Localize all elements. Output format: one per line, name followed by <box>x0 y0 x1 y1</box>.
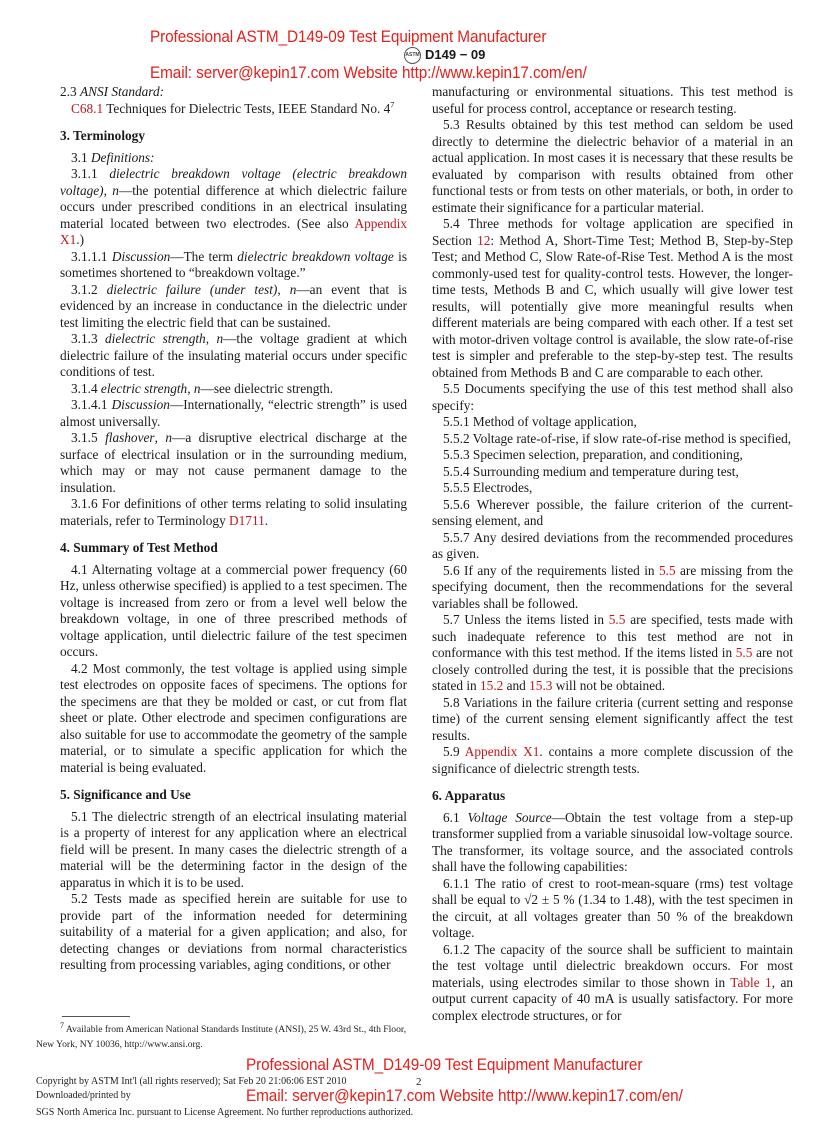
text-run: are missing from the specifying document, then the recommendations for the several variables shall be followed. <box>432 562 793 611</box>
paragraph <box>60 282 407 332</box>
text-run: —Internationally, “electric strength” is used almost universally. <box>60 397 407 429</box>
italic-term: ANSI Standard: <box>79 84 165 99</box>
text-run: 5.8 Variations in the failure criteria (current setting and response time) of the current sensing element significantly affect the test results. <box>432 694 793 743</box>
footnote-mark: 7 <box>60 1020 64 1030</box>
license-line: SGS North America Inc. pursuant to License Agreement. No further reproductions authorized. <box>36 1107 414 1118</box>
page-header <box>404 46 485 64</box>
italic-term: n <box>112 182 119 198</box>
text-run: 5.5.7 Any desired deviations from the recommended procedures as given. <box>432 529 793 561</box>
paragraph <box>432 431 793 448</box>
text-run: , <box>103 182 113 198</box>
text-run: 5.2 Tests made as specified herein are suitable for use to provide part of the information needed for determining suitability of a material for a given application; and also, for detecting changes or deviations from normal characteristics resulting from processing variables, aging conditions, or other <box>60 891 407 972</box>
text-run: 5.4 Three methods for voltage application are specified in Section <box>432 216 793 248</box>
text-run: 3.1.1 <box>71 166 110 181</box>
text-run: 6.1.1 The ratio of crest to root-mean-square (rms) test voltage shall be equal to √2 ± 5 % (1.34 to 1.48), with the test specimen in the circuit, at all voltages greater than 50 % of the breakdown voltage. <box>432 875 793 940</box>
footnote-ref: 7 <box>390 100 395 110</box>
paragraph <box>60 809 407 892</box>
paragraph <box>60 891 407 974</box>
text-run: , <box>205 331 217 346</box>
astm-logo-icon: ASTM <box>404 47 421 64</box>
italic-term: dielectric failure (under test) <box>106 281 278 297</box>
paragraph <box>432 84 793 117</box>
text-run: are specified, tests made with such inadequate reference to this test method are not in conformance with this test method. If the items listed in <box>432 612 793 660</box>
italic-term: dielectric breakdown voltage <box>237 248 394 264</box>
text-run: , an output current capacity of 40 mA is usually satisfactory. For more complex electrode structures, or for <box>432 974 793 1023</box>
cross-reference-link[interactable]: Appendix X1 <box>60 215 407 247</box>
right-column <box>432 84 793 1024</box>
paragraph <box>60 562 407 661</box>
text-run: 6.1 <box>443 809 468 825</box>
text-run: , <box>187 380 194 396</box>
paragraph <box>60 166 407 249</box>
italic-term: n <box>193 380 201 396</box>
paragraph <box>432 117 793 216</box>
text-run: , <box>154 430 166 445</box>
text-run: 5.5.3 Specimen selection, preparation, and conditioning, <box>443 447 743 462</box>
text-run: . <box>264 512 269 528</box>
italic-term: Discussion <box>111 397 170 412</box>
text-run: 4.1 Alternating voltage at a commercial power frequency (60 Hz, unless otherwise specified) is applied to a test specimen. The voltage is increased from zero or from a level well below the breakdown voltage, in one of three prescribed methods of voltage application, until dielectric failure of the test specimen occurs. <box>60 561 407 659</box>
text-run: 5.5.2 Voltage rate-of-rise, if slow rate-of-rise method is specified, <box>443 430 792 446</box>
paragraph <box>432 381 793 414</box>
text-run: —The term <box>170 248 238 264</box>
page-number: 2 <box>416 1076 422 1088</box>
text-run: 3.1.5 <box>71 430 106 445</box>
text-run: . contains a more complete discussion of the significance of dielectric strength tests. <box>432 744 793 776</box>
italic-term: n <box>216 331 224 346</box>
italic-term: n <box>289 281 297 297</box>
left-column <box>60 84 407 974</box>
text-run: are not closely controlled during the test, it is possible that the precisions stated in <box>432 645 793 693</box>
watermark-top-line2: Email: server@kepin17.com Website http://www.kepin17.com/en/ <box>150 63 587 82</box>
italic-term: Definitions: <box>90 149 155 165</box>
paragraph <box>432 464 793 481</box>
section-heading <box>60 128 407 145</box>
cross-reference-link[interactable]: C68.1 <box>71 100 104 116</box>
paragraph <box>432 480 793 497</box>
paragraph <box>432 414 793 431</box>
section-heading <box>60 540 407 557</box>
paragraph <box>432 876 793 942</box>
paragraph <box>60 249 407 282</box>
cross-reference-link[interactable]: Table 1 <box>730 974 772 990</box>
text-run: 5. Significance and Use <box>60 787 191 802</box>
paragraph <box>60 661 407 777</box>
cross-reference-link[interactable]: Appendix X1 <box>464 744 540 759</box>
cross-reference-link[interactable]: 5.5 <box>658 562 676 578</box>
text-run: 4. Summary of Test Method <box>60 540 218 555</box>
paragraph <box>60 397 407 430</box>
footnote-text: Available from American National Standards Institute (ANSI), 25 W. 43rd St., 4th Floor, New York, NY 10036, http://www.ansi.org. <box>36 1024 407 1050</box>
text-run: 3.1.3 <box>71 331 105 346</box>
text-run: 3.1.4 <box>71 380 101 396</box>
paragraph <box>60 331 407 381</box>
paragraph <box>432 530 793 563</box>
paragraph <box>60 430 407 496</box>
paragraph <box>60 84 407 101</box>
text-run: .) <box>76 232 85 247</box>
text-run: 5.5.1 Method of voltage application, <box>443 414 637 429</box>
standard-designation: D149 − 09 <box>425 47 486 62</box>
paragraph <box>432 695 793 745</box>
text-run: 2.3 <box>60 84 80 99</box>
paragraph <box>60 150 407 167</box>
cross-reference-link[interactable]: 5.5 <box>608 612 626 627</box>
text-run: —a disruptive electrical discharge at the surface of electrical insulation or in the surrounding medium, which may or may not cause permanent damage to the insulation. <box>60 430 407 495</box>
text-run: and <box>503 678 530 693</box>
italic-term: dielectric strength <box>105 331 206 346</box>
watermark-bottom-line1: Professional ASTM_D149-09 Test Equipment Manufacturer <box>246 1055 643 1074</box>
text-run: —Obtain the test voltage from a step-up transformer supplied from a variable sinusoidal low-voltage source. The transformer, its voltage source, and the associated controls shall have the following capabilities: <box>432 809 793 874</box>
italic-term: Discussion <box>111 248 171 264</box>
text-run: 5.5 Documents specifying the use of this test method shall also specify: <box>432 381 793 413</box>
paragraph <box>432 612 793 695</box>
paragraph <box>432 744 793 777</box>
text-run: 5.1 The dielectric strength of an electrical insulating material is a property of interest for any application where an electrical field will be present. In many cases the dielectric strength of a material will be the determining factor in the design of the apparatus in which it is to be used. <box>60 808 407 890</box>
text-run: manufacturing or environmental situations. This test method is useful for process control, acceptance or research testing. <box>432 84 793 116</box>
text-run: 3.1.1.1 <box>71 248 112 264</box>
italic-term: electric strength <box>100 380 188 396</box>
italic-term: dielectric breakdown voltage (electric breakdown voltage) <box>60 166 407 198</box>
watermark-bottom-line2: Email: server@kepin17.com Website http://www.kepin17.com/en/ <box>246 1086 683 1105</box>
cross-reference-link[interactable]: 15.2 <box>480 678 504 693</box>
text-run: : Method A, Short-Time Test; Method B, Step-by-Step Test; and Method C, Slow Rate-of-Rise Test. Method A is the most commonly-used test for quality-control tests. However, the longer-time tests, Methods B and C, which usually will give lower test results, will potentially give more meaningful results when different materials are being compared with each other. If a test set with motor-driven voltage control is available, the slow rate-of-rise test is simpler and preferable to the step-by-step test. The results obtained from Methods B and C are comparable to each other. <box>432 232 794 380</box>
text-run: —the potential difference at which dielectric failure occurs under prescribed conditions in an electrical insulating material located between two electrodes. (See also <box>60 182 407 231</box>
paragraph <box>432 810 793 876</box>
text-run: 5.9 <box>443 744 465 759</box>
paragraph <box>432 497 793 530</box>
paragraph <box>432 447 793 464</box>
cross-reference-link[interactable]: 15.3 <box>529 678 553 693</box>
text-run: —see dielectric strength. <box>200 380 334 396</box>
section-heading <box>60 787 407 804</box>
italic-term: flashover <box>105 430 155 445</box>
text-run: , <box>277 281 290 297</box>
paragraph <box>432 563 793 613</box>
section-heading <box>432 788 793 805</box>
footnote-divider <box>62 1016 130 1017</box>
paragraph <box>432 216 793 381</box>
italic-term: n <box>165 430 173 445</box>
text-run: 6.1.2 The capacity of the source shall be sufficient to maintain the test voltage until dielectric breakdown occurs. For most materials, using electrodes similar to those shown in <box>432 941 793 990</box>
text-run: 5.5.6 Wherever possible, the failure criterion of the current-sensing element, and <box>432 496 793 528</box>
text-run: 3.1.6 For definitions of other terms relating to solid insulating materials, refer to Terminology <box>60 496 407 528</box>
italic-term: Voltage Source <box>467 809 552 825</box>
text-run: —the voltage gradient at which dielectric failure of the insulating material occurs under specific conditions of test. <box>60 331 408 379</box>
text-run: Techniques for Dielectric Tests, IEEE Standard No. 4 <box>103 100 391 116</box>
text-run: 3.1.2 <box>71 281 107 297</box>
text-run: 6. Apparatus <box>432 788 506 803</box>
copyright-line: Copyright by ASTM Int'l (all rights reserved); Sat Feb 20 21:06:06 EST 2010 <box>36 1076 347 1087</box>
text-run: —an event that is evidenced by an increase in conductance in the dielectric under test limiting the electric field that can be sustained. <box>60 281 407 330</box>
text-run: is sometimes shortened to “breakdown voltage.” <box>60 248 407 280</box>
paragraph <box>60 496 407 529</box>
cross-reference-link[interactable]: 12 <box>477 232 491 248</box>
cross-reference-link[interactable]: 5.5 <box>735 645 753 660</box>
text-run: 5.6 If any of the requirements listed in <box>443 562 659 578</box>
text-run: 5.3 Results obtained by this test method can seldom be used directly to determine the dielectric behavior of a material in an actual application. In most cases it is necessary that these results be evaluated by comparison with results obtained from other functional tests or from tests on other materials, or both, in order to estimate their significance for a particular material. <box>432 117 793 215</box>
text-run: will not be obtained. <box>552 678 666 693</box>
cross-reference-link[interactable]: D1711 <box>229 512 265 528</box>
text-run: 5.7 Unless the items listed in <box>443 612 609 627</box>
text-run: 3.1.4.1 <box>71 397 112 412</box>
text-run: 4.2 Most commonly, the test voltage is applied using simple test electrodes on opposite faces of specimens. The options for the specimens are that they be molded or cast, or cut from flat sheet or plate. Other electrode and specimen configurations are also suitable for use to accommodate the geometry of the sample material, or to simulate a specific application for which the material is being evaluated. <box>60 660 407 775</box>
text-run: 5.5.4 Surrounding medium and temperature during test, <box>443 463 739 479</box>
paragraph <box>60 101 407 118</box>
text-run: 5.5.5 Electrodes, <box>443 480 533 495</box>
footnote <box>36 1022 411 1052</box>
downloaded-line: Downloaded/printed by <box>36 1090 131 1101</box>
watermark-top-line1: Professional ASTM_D149-09 Test Equipment Manufacturer <box>150 27 547 46</box>
text-run: 3.1 <box>71 149 91 165</box>
paragraph <box>432 942 793 1025</box>
text-run: 3. Terminology <box>60 128 145 143</box>
paragraph <box>60 381 407 398</box>
